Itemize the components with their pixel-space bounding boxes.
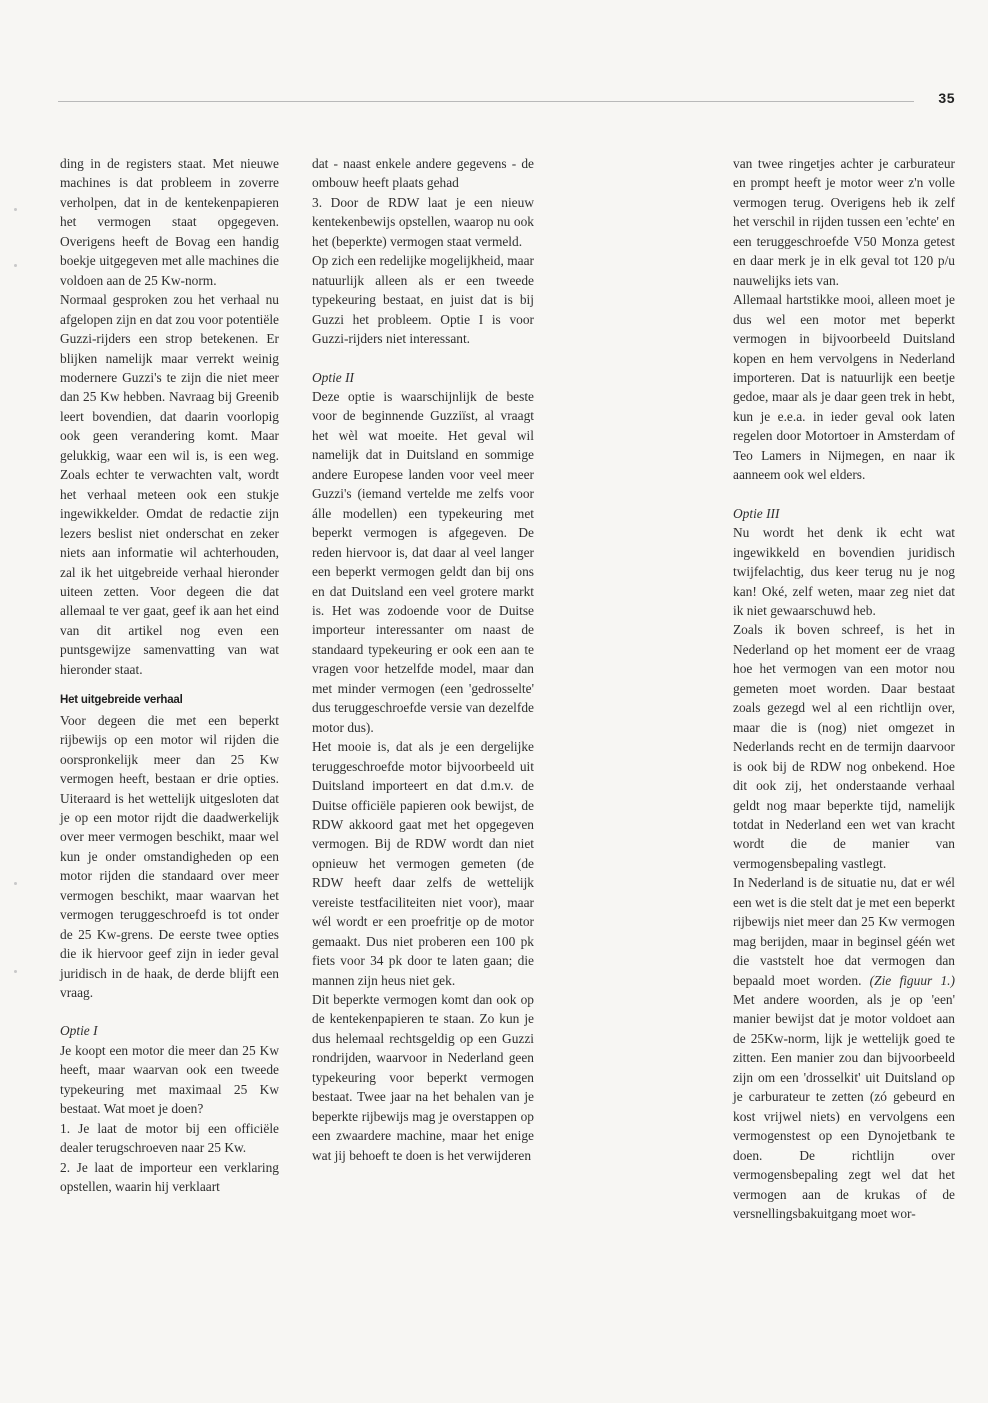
- margin-mark: [14, 882, 17, 885]
- paragraph: Zoals ik boven schreef, is het in Nederland op het moment eer de vraag hoe het vermogen van een motor nou gemeten moet worden. Daar bestaat zoals gezegd wel al een richtlijn over, maar die is (nog) niet omgezet in Nederlands recht en de termijn daarvoor is ook bij de RDW nog onbekend. Hoe dit ook zij, het onderstaande verhaal geldt nog maar beperkte tijd, namelijk totdat in Nederland een wet van kracht wordt die de manier van vermogensbepaling vastlegt.: [733, 622, 955, 871]
- paragraph: Allemaal hartstikke mooi, alleen moet je dus wel een motor met beperkt vermogen in bijvoorbeeld Duitsland kopen en hem vervolgens in Nederland importeren. Dat is natuurlijk een beetje gedoe, maar als je daar geen trek in hebt, kun je e.e.a. in ieder geval ook laten regelen door Motortoer in Amsterdam of Teo Lamers in Nijmegen, en naar ik aanneem ook wel elders.: [733, 292, 955, 483]
- option-heading: Optie III: [733, 505, 780, 521]
- paragraph: Je koopt een motor die meer dan 25 Kw heeft, maar waarvan ook een tweede typekeuring met maximaal 25 Kw bestaat. Wat moet je doen?: [60, 1042, 279, 1117]
- paragraph-text: Met andere woorden, als je op 'een' manier bewijst dat je motor voldoet aan de 25Kw-norm, lijk je wettelijk goed te zitten. Een manier zou dan bijvoorbeeld zijn om een 'drosselkit' uit Duitsland op je carburateur te zetten (zó gebeurd en kost vrijwel niets) en vervolgens een vermogenstest op een Dynojetbank te doen. De richtlijn over vermogensbepaling zegt wel dat het vermogen aan de krukas of de versnellingsbakuitgang moet wor-: [733, 992, 955, 1222]
- paragraph: van twee ringetjes achter je carburateur en prompt heeft je motor weer z'n volle vermogen terug. Overigens heb ik zelf het verschil in rijden tussen een 'echte' en een teruggeschroefde V50 Monza getest en daar merk je in elk geval tot 120 p/u nauwelijks iets van.: [733, 156, 955, 288]
- paragraph: Voor degeen die met een beperkt rijbewijs op een motor wil rijden die oorspronkelijk meer dan 25 Kw vermogen heeft, bestaan er drie opties. Uiteraard is het wettelijk uitgesloten dat je op een motor rijdt die daadwerkelijk over meer vermogen beschikt, maar wel kun je onder omstandigheden op een motor rijden die standaard over meer vermogen beschikt, maar waarvan het vermogen teruggeschroefd is tot onder de 25 Kw-grens. De eerste twee opties die ik hiervoor geef zijn in ieder geval juridisch in de haak, de derde blijft een vraag.: [60, 712, 279, 1001]
- paragraph: Normaal gesproken zou het verhaal nu afgelopen zijn en dat zou voor potentiële Guzzi-rijders een strop betekenen. Er blijken namelijk maar verrekt weinig modernere Guzzi's te zijn die niet meer dan 25 Kw hebben. Navraag bij Greenib leert bovendien, dat daarin voorlopig ook geen verandering komt. Maar gelukkig, waar een wil is, is een weg. Zoals echter te verwachten valt, wordt het verhaal meteen ook een stukje ingewikkelder. Omdat de redactie zijn lezers beslist niet onderschat en zeker niets aan informatie wil achterhouden, zal ik het uitgebreide verhaal hieronder uiteen zetten. Voor degeen die dat allemaal te ver gaat, geef ik aan het eind van dit artikel nog even een puntsgewijze samenvatting van wat hieronder staat.: [60, 292, 279, 677]
- margin-mark: [14, 208, 17, 211]
- margin-mark: [14, 264, 17, 267]
- paragraph: dat - naast enkele andere gegevens - de ombouw heeft plaats gehad: [312, 156, 534, 191]
- paragraph: Het mooie is, dat als je een dergelijke teruggeschroefde motor bijvoorbeeld uit Duitsland importeert en dat d.m.v. de Duitse officiële papieren ook bewijst, de RDW akkoord gaat met het opgegeven vermogen. Bij de RDW wordt dan niet opnieuw het vermogen gemeten (de RDW heeft daar zelfs de wettelijk vereiste testfaciliteiten niet voor), maar wél wordt er een proefritje op de motor gemaakt. Dus niet proberen een 100 pk fiets voor 34 pk door te laten gaan; die mannen zijn heus niet gek.: [312, 739, 534, 988]
- page-number: 35: [938, 90, 955, 106]
- paragraph: Deze optie is waarschijnlijk de beste voor de beginnende Guzziïst, al vraagt het wèl wat moeite. Het geval wil namelijk dat in Duitsland en sommige andere Europese landen voor veel meer Guzzi's (iemand vertelde me zelfs voor álle modellen) een typekeuring met beperkt vermogen is afgegeven. De reden hiervoor is, dat daar al veel langer een beperkt vermogen geldt dan bij ons en dat Duitsland een veel grotere markt is. Het was zodoende voor de Duitse importeur interessanter om naast de standaard typekeuring er ook een aan te vragen voor hetzelfde model, maar dan met minder vermogen (een 'gedrosselte' dus teruggeschroefde versie van dezelfde motor dus).: [312, 388, 534, 735]
- column-1: [60, 154, 279, 1197]
- paragraph: ding in de registers staat. Met nieuwe machines is dat probleem in zoverre verholpen, dat in de kentekenpapieren het vermogen staat opgegeven. Overigens heeft de Bovag een handig boekje uitgegeven met alle machines die voldoen aan de 25 Kw-norm.: [60, 156, 279, 288]
- list-item: 3. Door de RDW laat je een nieuw kentekenbewijs opstellen, waarop nu ook het (beperkte) vermogen staat vermeld.: [312, 194, 534, 249]
- option-heading: Optie II: [312, 369, 355, 385]
- column-3: [733, 154, 955, 1223]
- header-rule: [58, 101, 914, 102]
- figure-reference: (Zie figuur 1.): [869, 972, 955, 988]
- section-heading: Het uitgebreide verhaal: [60, 694, 183, 707]
- list-item: 1. Je laat de motor bij een officiële dealer terugschroeven naar 25 Kw.: [60, 1120, 279, 1156]
- paragraph: Nu wordt het denk ik echt wat ingewikkeld en bovendien juridisch twijfelachtig, dus keer terug nu je nog kan! Oké, zelf weten, maar zeg niet dat ik niet gewaarschuwd heb.: [733, 525, 955, 618]
- paragraph: Op zich een redelijke mogelijkheid, maar natuurlijk alleen als er een tweede typekeuring bestaat, en juist dat is bij Guzzi het probleem. Optie I is voor Guzzi-rijders niet interessant.: [312, 253, 534, 347]
- paragraph: Dit beperkte vermogen komt dan ook op de kentekenpapieren te staan. Zo kun je dus helemaal rechtsgeldig op een Guzzi rondrijden, waarvoor in Nederland geen typekeuring voor beperkt vermogen bestaat. Twee jaar na het behalen van je beperkte rijbewijs mag je overstappen op een zwaardere machine, maar het enige wat jij behoeft te doen is het verwijderen: [312, 992, 534, 1163]
- list-item: 2. Je laat de importeur een verklaring opstellen, waarin hij verklaart: [60, 1159, 279, 1195]
- option-heading: Optie I: [60, 1023, 98, 1039]
- paragraph: [733, 873, 955, 1223]
- column-2: [312, 154, 534, 1165]
- paragraph-text: In Nederland is de situatie nu, dat er wél een wet is die stelt dat je met een beperkt rijbewijs niet meer dan 25 Kw vermogen mag berijden, maar in beginsel géén wet die vaststelt hoe dat vermogen dan bepaald moet worden.: [733, 875, 955, 988]
- margin-mark: [14, 970, 17, 973]
